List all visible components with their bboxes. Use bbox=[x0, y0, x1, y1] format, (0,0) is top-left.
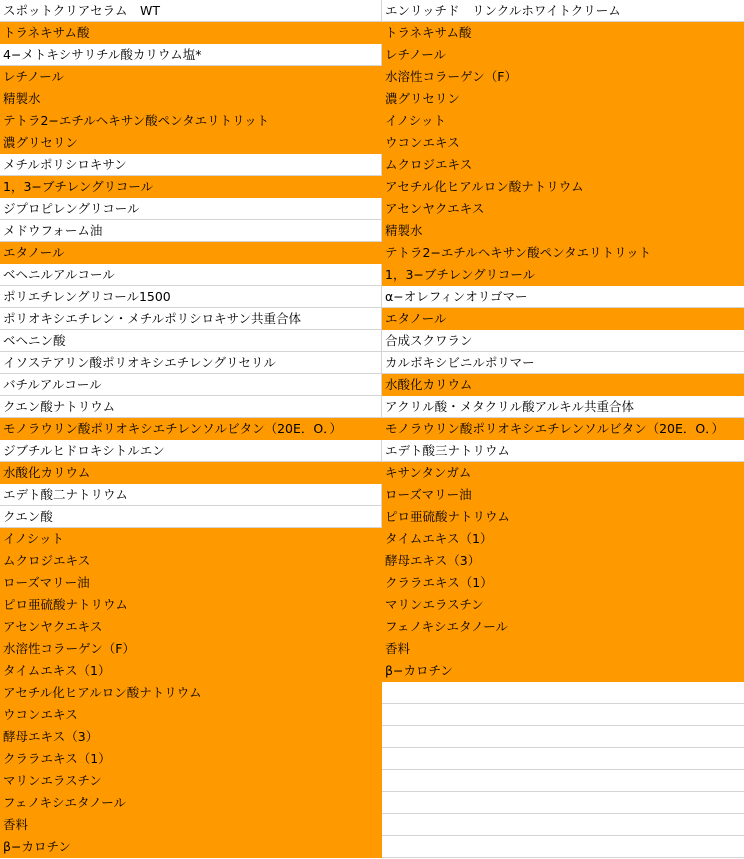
cell-right-ingredient[interactable]: クララエキス（1） bbox=[382, 572, 744, 594]
cell-right-ingredient[interactable]: キサンタンガム bbox=[382, 462, 744, 484]
cell-right-ingredient[interactable]: ムクロジエキス bbox=[382, 154, 744, 176]
column-header-left[interactable]: スポットクリアセラム WT bbox=[0, 0, 382, 22]
table-row bbox=[0, 726, 744, 748]
cell-right-ingredient[interactable] bbox=[382, 682, 744, 704]
cell-right-ingredient[interactable] bbox=[382, 748, 744, 770]
table-row bbox=[0, 220, 744, 242]
cell-right-ingredient[interactable] bbox=[382, 726, 744, 748]
cell-right-ingredient[interactable] bbox=[382, 704, 744, 726]
cell-right-ingredient[interactable] bbox=[382, 792, 744, 814]
cell-left-ingredient[interactable]: レチノール bbox=[0, 66, 382, 88]
table-row bbox=[0, 286, 744, 308]
cell-left-ingredient[interactable]: マリンエラスチン bbox=[0, 770, 382, 792]
cell-right-ingredient[interactable] bbox=[382, 836, 744, 858]
cell-left-ingredient[interactable]: モノラウリン酸ポリオキシエチレンソルビタン（20E．O．） bbox=[0, 418, 382, 440]
cell-left-ingredient[interactable]: ベヘニン酸 bbox=[0, 330, 382, 352]
cell-left-ingredient[interactable]: 濃グリセリン bbox=[0, 132, 382, 154]
table-row bbox=[0, 748, 744, 770]
cell-right-ingredient[interactable]: イノシット bbox=[382, 110, 744, 132]
cell-left-ingredient[interactable]: 水酸化カリウム bbox=[0, 462, 382, 484]
table-row bbox=[0, 198, 744, 220]
cell-right-ingredient[interactable]: ローズマリー油 bbox=[382, 484, 744, 506]
cell-right-ingredient[interactable]: ウコンエキス bbox=[382, 132, 744, 154]
table-row bbox=[0, 506, 744, 528]
table-row bbox=[0, 682, 744, 704]
table-row bbox=[0, 264, 744, 286]
table-row bbox=[0, 154, 744, 176]
cell-left-ingredient[interactable]: アセチル化ヒアルロン酸ナトリウム bbox=[0, 682, 382, 704]
cell-right-ingredient[interactable]: 精製水 bbox=[382, 220, 744, 242]
table-row bbox=[0, 594, 744, 616]
cell-left-ingredient[interactable]: タイムエキス（1） bbox=[0, 660, 382, 682]
table-row bbox=[0, 132, 744, 154]
cell-right-ingredient[interactable]: 香料 bbox=[382, 638, 744, 660]
cell-right-ingredient[interactable]: 酵母エキス（3） bbox=[382, 550, 744, 572]
cell-left-ingredient[interactable]: アセンヤクエキス bbox=[0, 616, 382, 638]
table-row bbox=[0, 528, 744, 550]
table-row bbox=[0, 704, 744, 726]
cell-left-ingredient[interactable]: ピロ亜硫酸ナトリウム bbox=[0, 594, 382, 616]
cell-left-ingredient[interactable]: 香料 bbox=[0, 814, 382, 836]
cell-right-ingredient[interactable]: タイムエキス（1） bbox=[382, 528, 744, 550]
cell-left-ingredient[interactable]: イソステアリン酸ポリオキシエチレングリセリル bbox=[0, 352, 382, 374]
table-row bbox=[0, 308, 744, 330]
table-row bbox=[0, 484, 744, 506]
table-row bbox=[0, 792, 744, 814]
cell-left-ingredient[interactable]: クララエキス（1） bbox=[0, 748, 382, 770]
table-row bbox=[0, 550, 744, 572]
table-row bbox=[0, 770, 744, 792]
table-row bbox=[0, 176, 744, 198]
cell-left-ingredient[interactable]: ベヘニルアルコール bbox=[0, 264, 382, 286]
cell-left-ingredient[interactable]: エデト酸二ナトリウム bbox=[0, 484, 382, 506]
cell-left-ingredient[interactable]: 水溶性コラーゲン（F） bbox=[0, 638, 382, 660]
cell-right-ingredient[interactable] bbox=[382, 770, 744, 792]
cell-right-ingredient[interactable]: 水酸化カリウム bbox=[382, 374, 744, 396]
table-row bbox=[0, 352, 744, 374]
table-row bbox=[0, 418, 744, 440]
cell-left-ingredient[interactable]: ローズマリー油 bbox=[0, 572, 382, 594]
table-row bbox=[0, 616, 744, 638]
cell-left-ingredient[interactable]: フェノキシエタノール bbox=[0, 792, 382, 814]
table-row bbox=[0, 110, 744, 132]
cell-right-ingredient[interactable] bbox=[382, 814, 744, 836]
cell-right-ingredient[interactable]: ピロ亜硫酸ナトリウム bbox=[382, 506, 744, 528]
cell-left-ingredient[interactable]: 酵母エキス（3） bbox=[0, 726, 382, 748]
cell-left-ingredient[interactable]: メチルポリシロキサン bbox=[0, 154, 382, 176]
cell-right-ingredient[interactable]: トラネキサム酸 bbox=[382, 22, 744, 44]
cell-left-ingredient[interactable]: ウコンエキス bbox=[0, 704, 382, 726]
cell-left-ingredient[interactable]: ジプロピレングリコール bbox=[0, 198, 382, 220]
cell-left-ingredient[interactable]: トラネキサム酸 bbox=[0, 22, 382, 44]
cell-left-ingredient[interactable]: ポリオキシエチレン・メチルポリシロキサン共重合体 bbox=[0, 308, 382, 330]
table-row bbox=[0, 572, 744, 594]
cell-left-ingredient[interactable]: ポリエチレングリコール1500 bbox=[0, 286, 382, 308]
cell-right-ingredient[interactable]: カルボキシビニルポリマー bbox=[382, 352, 744, 374]
table-row bbox=[0, 660, 744, 682]
cell-right-ingredient[interactable]: 水溶性コラーゲン（F） bbox=[382, 66, 744, 88]
cell-left-ingredient[interactable]: クエン酸 bbox=[0, 506, 382, 528]
table-row bbox=[0, 88, 744, 110]
cell-left-ingredient[interactable]: β−カロチン bbox=[0, 836, 382, 858]
cell-left-ingredient[interactable]: ジブチルヒドロキシトルエン bbox=[0, 440, 382, 462]
table-row bbox=[0, 440, 744, 462]
cell-right-ingredient[interactable]: α−オレフィンオリゴマー bbox=[382, 286, 744, 308]
cell-right-ingredient[interactable]: レチノール bbox=[382, 44, 744, 66]
table-row bbox=[0, 44, 744, 66]
table-row bbox=[0, 462, 744, 484]
cell-right-ingredient[interactable]: モノラウリン酸ポリオキシエチレンソルビタン（20E．O．） bbox=[382, 418, 744, 440]
cell-left-ingredient[interactable]: イノシット bbox=[0, 528, 382, 550]
cell-right-ingredient[interactable]: 濃グリセリン bbox=[382, 88, 744, 110]
cell-left-ingredient[interactable]: クエン酸ナトリウム bbox=[0, 396, 382, 418]
table-row bbox=[0, 814, 744, 836]
table-row bbox=[0, 836, 744, 858]
cell-left-ingredient[interactable]: ムクロジエキス bbox=[0, 550, 382, 572]
cell-left-ingredient[interactable]: テトラ2−エチルヘキサン酸ペンタエリトリット bbox=[0, 110, 382, 132]
cell-right-ingredient[interactable]: アセンヤクエキス bbox=[382, 198, 744, 220]
cell-right-ingredient[interactable]: アセチル化ヒアルロン酸ナトリウム bbox=[382, 176, 744, 198]
cell-right-ingredient[interactable]: エタノール bbox=[382, 308, 744, 330]
table-row bbox=[0, 66, 744, 88]
cell-left-ingredient[interactable]: メドウフォーム油 bbox=[0, 220, 382, 242]
table-row bbox=[0, 242, 744, 264]
cell-left-ingredient[interactable]: 精製水 bbox=[0, 88, 382, 110]
cell-left-ingredient[interactable]: バチルアルコール bbox=[0, 374, 382, 396]
cell-left-ingredient[interactable]: 4−メトキシサリチル酸カリウム塩* bbox=[0, 44, 382, 66]
table-row bbox=[0, 22, 744, 44]
cell-left-ingredient[interactable]: 1，3−ブチレングリコール bbox=[0, 176, 382, 198]
table-row bbox=[0, 638, 744, 660]
table-row bbox=[0, 396, 744, 418]
cell-right-ingredient[interactable]: テトラ2−エチルヘキサン酸ペンタエリトリット bbox=[382, 242, 744, 264]
table-row bbox=[0, 330, 744, 352]
cell-right-ingredient[interactable]: フェノキシエタノール bbox=[382, 616, 744, 638]
table-row bbox=[0, 374, 744, 396]
cell-right-ingredient[interactable]: β−カロチン bbox=[382, 660, 744, 682]
header-row bbox=[0, 0, 744, 22]
cell-left-ingredient[interactable]: エタノール bbox=[0, 242, 382, 264]
cell-right-ingredient[interactable]: 1，3−ブチレングリコール bbox=[382, 264, 744, 286]
cell-right-ingredient[interactable]: マリンエラスチン bbox=[382, 594, 744, 616]
cell-right-ingredient[interactable]: 合成スクワラン bbox=[382, 330, 744, 352]
column-header-right[interactable]: エンリッチド リンクルホワイトクリーム bbox=[382, 0, 744, 22]
cell-right-ingredient[interactable]: アクリル酸・メタクリル酸アルキル共重合体 bbox=[382, 396, 744, 418]
cell-right-ingredient[interactable]: エデト酸三ナトリウム bbox=[382, 440, 744, 462]
